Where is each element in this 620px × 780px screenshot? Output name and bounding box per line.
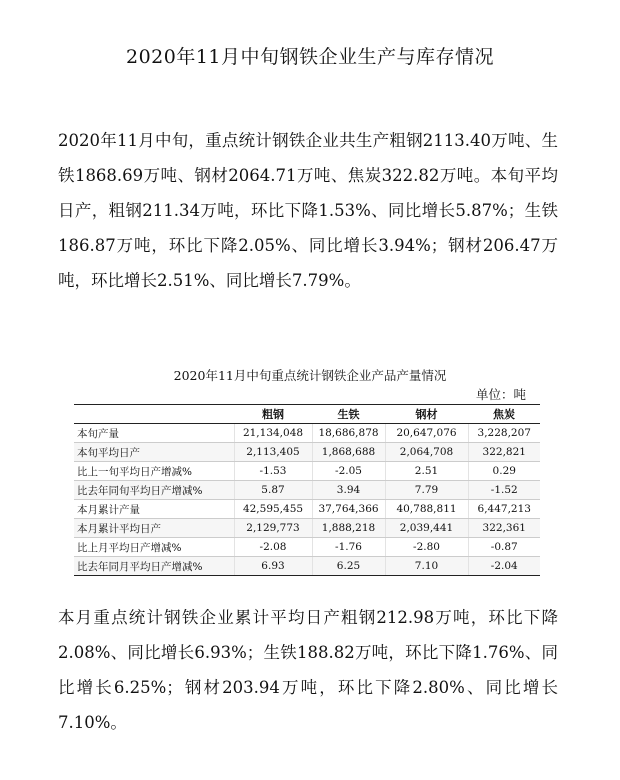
- cell-steel-products: -2.80: [385, 538, 468, 557]
- row-label: 比上月平均日产增减%: [74, 538, 234, 557]
- cell-crude-steel: -1.53: [234, 462, 312, 481]
- table-title: 2020年11月中旬重点统计钢铁企业产品产量情况: [173, 368, 447, 383]
- table-row: [74, 481, 540, 500]
- table-row: [74, 462, 540, 481]
- cell-coke: -1.52: [468, 481, 540, 500]
- header-coke: 焦炭: [468, 405, 540, 424]
- row-label: 比去年同旬平均日产增减%: [74, 481, 234, 500]
- cell-coke: 3,228,207: [468, 424, 540, 443]
- cell-coke: -0.87: [468, 538, 540, 557]
- table-row: [74, 500, 540, 519]
- cell-crude-steel: 6.93: [234, 557, 312, 576]
- document-title: 2020年11月中旬钢铁企业生产与库存情况: [125, 46, 495, 68]
- table-header-row: [74, 405, 540, 424]
- cell-crude-steel: 42,595,455: [234, 500, 312, 519]
- cell-coke: 6,447,213: [468, 500, 540, 519]
- cell-crude-steel: 21,134,048: [234, 424, 312, 443]
- table-unit: 单位：吨: [476, 387, 527, 402]
- cell-crude-steel: 2,113,405: [234, 443, 312, 462]
- cell-pig-iron: 37,764,366: [312, 500, 385, 519]
- cell-pig-iron: 6.25: [312, 557, 385, 576]
- table-row: [74, 538, 540, 557]
- cell-steel-products: 7.79: [385, 481, 468, 500]
- table-row: [74, 519, 540, 538]
- cell-coke: 0.29: [468, 462, 540, 481]
- row-label: 比去年同月平均日产增减%: [74, 557, 234, 576]
- cell-coke: 322,821: [468, 443, 540, 462]
- header-crude-steel: 粗钢: [234, 405, 312, 424]
- row-label: 比上一旬平均日产增减%: [74, 462, 234, 481]
- row-label: 本月累计平均日产: [74, 519, 234, 538]
- cell-pig-iron: 3.94: [312, 481, 385, 500]
- cell-coke: 322,361: [468, 519, 540, 538]
- cell-crude-steel: -2.08: [234, 538, 312, 557]
- intro-paragraph: 2020年11月中旬，重点统计钢铁企业共生产粗钢2113.40万吨、生铁1868.69万吨、钢材2064.71万吨、焦炭322.82万吨。本旬平均日产，粗钢211.34万吨，环比下降1.53%、同比增长5.87%；生铁186.87万吨，环比下降2.05%、同比增长3.94%；钢材206.47万吨，环比增长2.51%、同比增长7.79%。: [58, 131, 558, 290]
- row-label: 本旬产量: [74, 424, 234, 443]
- cell-crude-steel: 2,129,773: [234, 519, 312, 538]
- table-row: [74, 557, 540, 576]
- production-table: [74, 404, 540, 576]
- header-pig-iron: 生铁: [312, 405, 385, 424]
- cell-steel-products: 2,039,441: [385, 519, 468, 538]
- cell-steel-products: 20,647,076: [385, 424, 468, 443]
- cell-steel-products: 7.10: [385, 557, 468, 576]
- cell-steel-products: 2,064,708: [385, 443, 468, 462]
- table-row: [74, 443, 540, 462]
- cell-pig-iron: 18,686,878: [312, 424, 385, 443]
- cell-pig-iron: 1,868,688: [312, 443, 385, 462]
- header-steel-products: 钢材: [385, 405, 468, 424]
- table-row: [74, 424, 540, 443]
- row-label: 本月累计产量: [74, 500, 234, 519]
- row-label: 本旬平均日产: [74, 443, 234, 462]
- cell-crude-steel: 5.87: [234, 481, 312, 500]
- summary-paragraph: 本月重点统计钢铁企业累计平均日产粗钢212.98万吨，环比下降2.08%、同比增长6.93%；生铁188.82万吨，环比下降1.76%、同比增长6.25%；钢材203.94万吨，环比下降2.80%、同比增长7.10%。: [58, 608, 558, 732]
- header-cell-blank: [74, 405, 234, 424]
- cell-steel-products: 2.51: [385, 462, 468, 481]
- cell-coke: -2.04: [468, 557, 540, 576]
- cell-steel-products: 40,788,811: [385, 500, 468, 519]
- cell-pig-iron: -2.05: [312, 462, 385, 481]
- cell-pig-iron: 1,888,218: [312, 519, 385, 538]
- cell-pig-iron: -1.76: [312, 538, 385, 557]
